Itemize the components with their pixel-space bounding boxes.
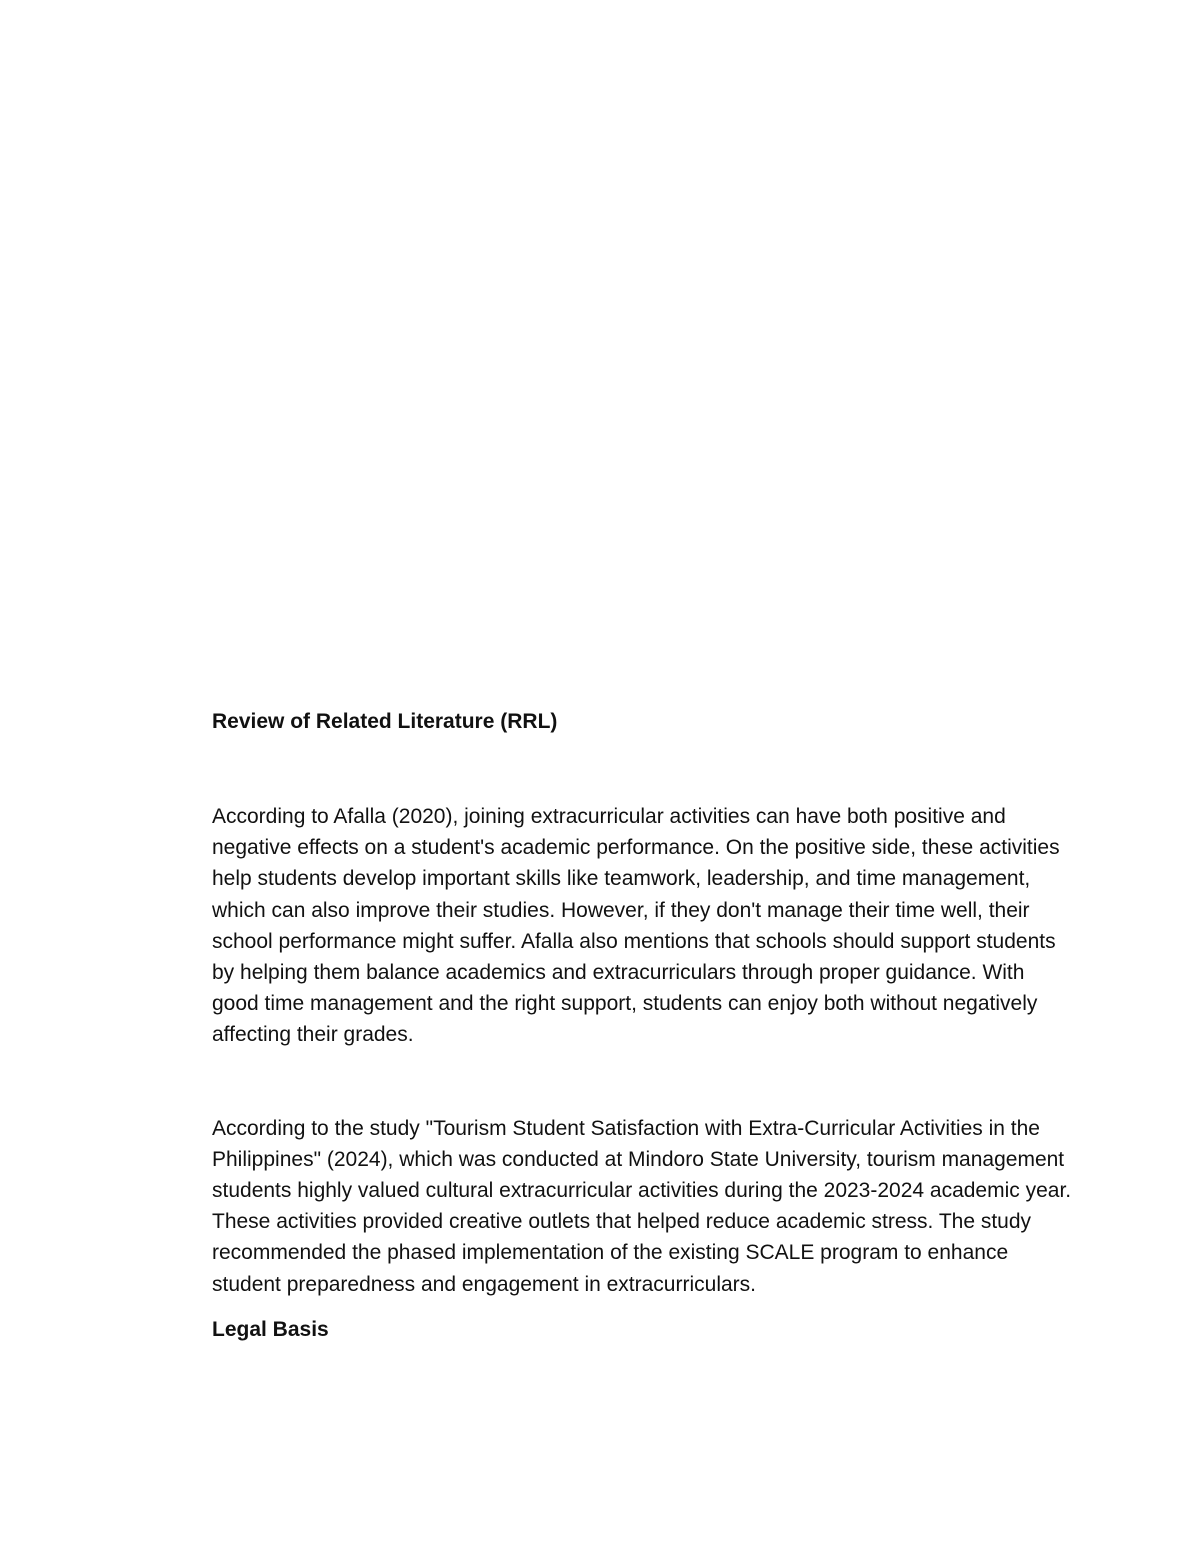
legal-basis-heading: Legal Basis [212, 1317, 329, 1341]
paragraph-tourism-study: According to the study "Tourism Student Satisfaction with Extra-Curricular Activities in the Philippines" (2024), which was conducted at Mindoro State University, tourism management students highly valued cultural extracurricular activities during the 2023-2024 academic year. These activities provided creative outlets that helped reduce academic stress. The study recommended the phased implementation of the existing SCALE program to enhance student preparedness and engagement in extracurriculars. [212, 1116, 1072, 1296]
paragraph-afalla: According to Afalla (2020), joining extracurricular activities can have both positive and negative effects on a student's academic performance. On the positive side, these activities help students develop important skills like teamwork, leadership, and time management, which can also improve their studies. However, if they don't manage their time well, their school performance might suffer. Afalla also mentions that schools should support students by helping them balance academics and extracurriculars through proper guidance. With good time management and the right support, students can enjoy both without negatively affecting their grades. [212, 805, 1060, 1047]
document-body [212, 706, 1072, 1345]
rrl-heading: Review of Related Literature (RRL) [212, 710, 558, 733]
